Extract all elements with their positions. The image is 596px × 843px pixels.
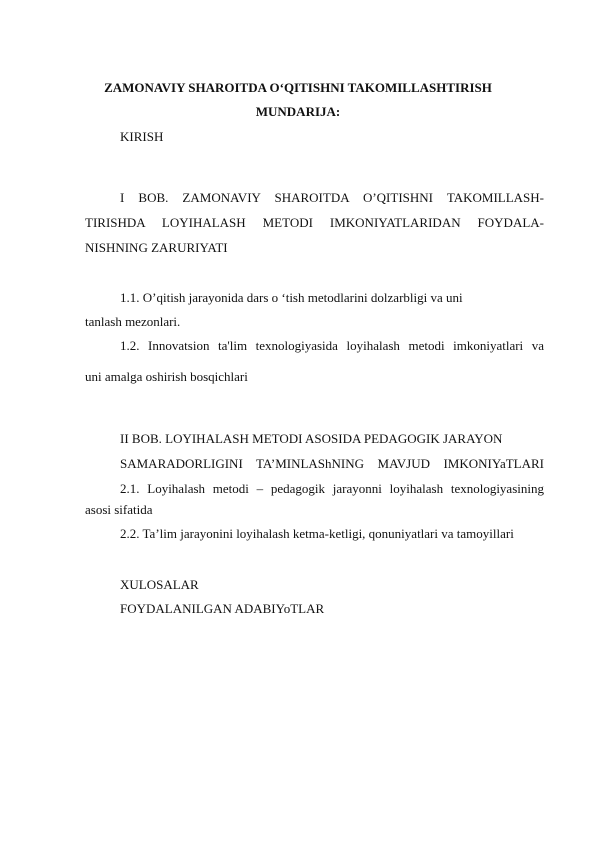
toc-section-2-2: 2.2. Ta’lim jarayonini loyihalash ketma-ketligi, qonuniyatlari va tamoyillari xyxy=(120,526,514,541)
toc-chapter2-line2: SAMARADORLIGINI TA’MINLAShNING MAVJUD IMKONIYaTLARI xyxy=(120,456,544,471)
toc-chapter1-line3: NISHNING ZARURIYATI xyxy=(85,240,228,255)
contents-heading: MUNDARIJA: xyxy=(255,104,341,119)
toc-chapter2-line1: II BOB. LOYIHALASH METODI ASOSIDA PEDAGOGIK JARAYON xyxy=(120,431,503,446)
toc-item-conclusions: XULOSALAR xyxy=(120,577,199,592)
toc-item-references: FOYDALANILGAN ADABIYoTLAR xyxy=(120,601,325,616)
toc-chapter1-line2: TIRISHDA LOYIHALASH METODI IMKONIYATLARIDAN FOYDALA- xyxy=(85,215,544,230)
document-title: ZAMONAVIY SHAROITDA O‘QITISHNI TAKOMILLASHTIRISH xyxy=(104,80,492,95)
toc-section-2-1-line1: 2.1. Loyihalash metodi – pedagogik jarayonni loyihalash texnologiyasining xyxy=(120,481,544,496)
toc-item-intro: KIRISH xyxy=(120,129,164,144)
toc-section-1-2-line2: uni amalga oshirish bosqichlari xyxy=(85,369,248,384)
toc-section-2-1-line2: asosi sifatida xyxy=(85,502,153,517)
toc-section-1-1-line1: 1.1. O’qitish jarayonida dars o ‘tish metodlarini dolzarbligi va uni xyxy=(120,290,463,305)
toc-section-1-1-line2: tanlash mezonlari. xyxy=(85,314,181,329)
toc-section-1-2-line1: 1.2. Innovatsion ta'lim texnologiyasida loyihalash metodi imkoniyatlari va xyxy=(120,338,544,353)
toc-chapter1-line1: I BOB. ZAMONAVIY SHAROITDA O’QITISHNI TAKOMILLASH- xyxy=(120,190,544,205)
